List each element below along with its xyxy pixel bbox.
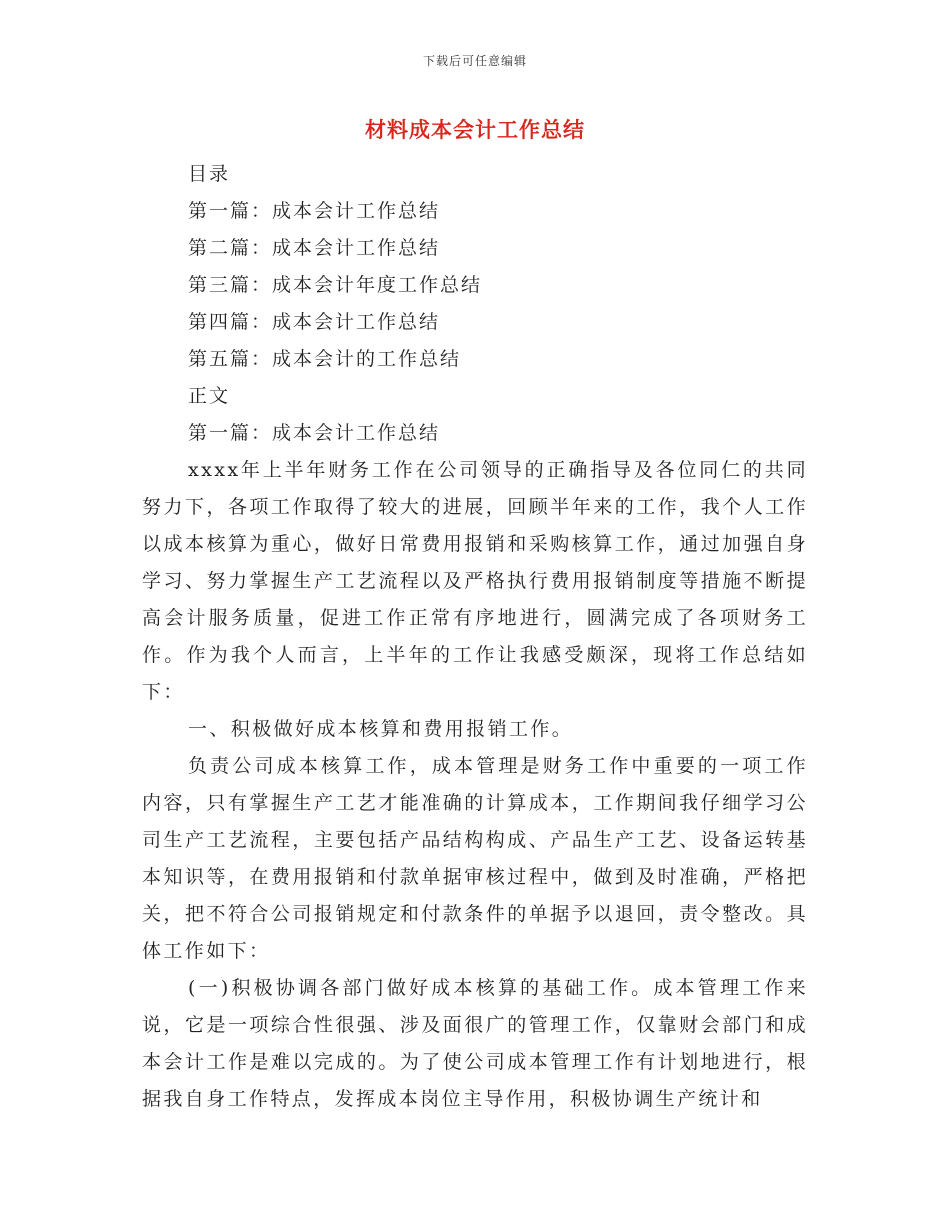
chapter-heading: 第一篇：成本会计工作总结 bbox=[188, 422, 441, 444]
header-note: 下载后可任意编辑 bbox=[422, 54, 527, 68]
table-of-contents bbox=[188, 156, 828, 452]
section-heading-1: 一、积极做好成本核算和费用报销工作。 bbox=[188, 718, 574, 740]
toc-item-5: 第五篇：成本会计的工作总结 bbox=[188, 348, 462, 370]
toc-heading: 目录 bbox=[188, 163, 231, 185]
paragraph-intro: xxxx年上半年财务工作在公司领导的正确指导及各位同仁的共同努力下，各项工作取得了较大的进展，回顾半年来的工作，我个人工作以成本核算为重心，做好日常费用报销和采购核算工作，通过加强自身学习、努力掌握生产工艺流程以及严格执行费用报销制度等措施不断提高会计服务质量，促进工作正常有序地进行，圆满完成了各项财务工作。作为我个人而言，上半年的工作让我感受颇深，现将工作总结如下： bbox=[142, 459, 808, 703]
toc-item-1: 第一篇：成本会计工作总结 bbox=[188, 200, 441, 222]
paragraph-cost-accounting: 负责公司成本核算工作，成本管理是财务工作中重要的一项工作内容，只有掌握生产工艺才能准确的计算成本，工作期间我仔细学习公司生产工艺流程，主要包括产品结构构成、产品生产工艺、设备运转基本知识等，在费用报销和付款单据审核过程中，做到及时准确，严格把关，把不符合公司报销规定和付款条件的单据予以退回，责令整改。具体工作如下： bbox=[142, 755, 808, 962]
document-title: 材料成本会计工作总结 bbox=[365, 117, 585, 142]
toc-item-2: 第二篇：成本会计工作总结 bbox=[188, 237, 441, 259]
body-heading: 正文 bbox=[188, 385, 231, 407]
paragraph-coordination: (一)积极协调各部门做好成本核算的基础工作。成本管理工作来说，它是一项综合性很强、涉及面很广的管理工作，仅靠财会部门和成本会计工作是难以完成的。为了使公司成本管理工作有计划地进行，根据我自身工作特点，发挥成本岗位主导作用，积极协调生产统计和 bbox=[142, 977, 808, 1110]
toc-item-4: 第四篇：成本会计工作总结 bbox=[188, 311, 441, 333]
body-text bbox=[142, 452, 808, 1118]
toc-item-3: 第三篇：成本会计年度工作总结 bbox=[188, 274, 483, 296]
